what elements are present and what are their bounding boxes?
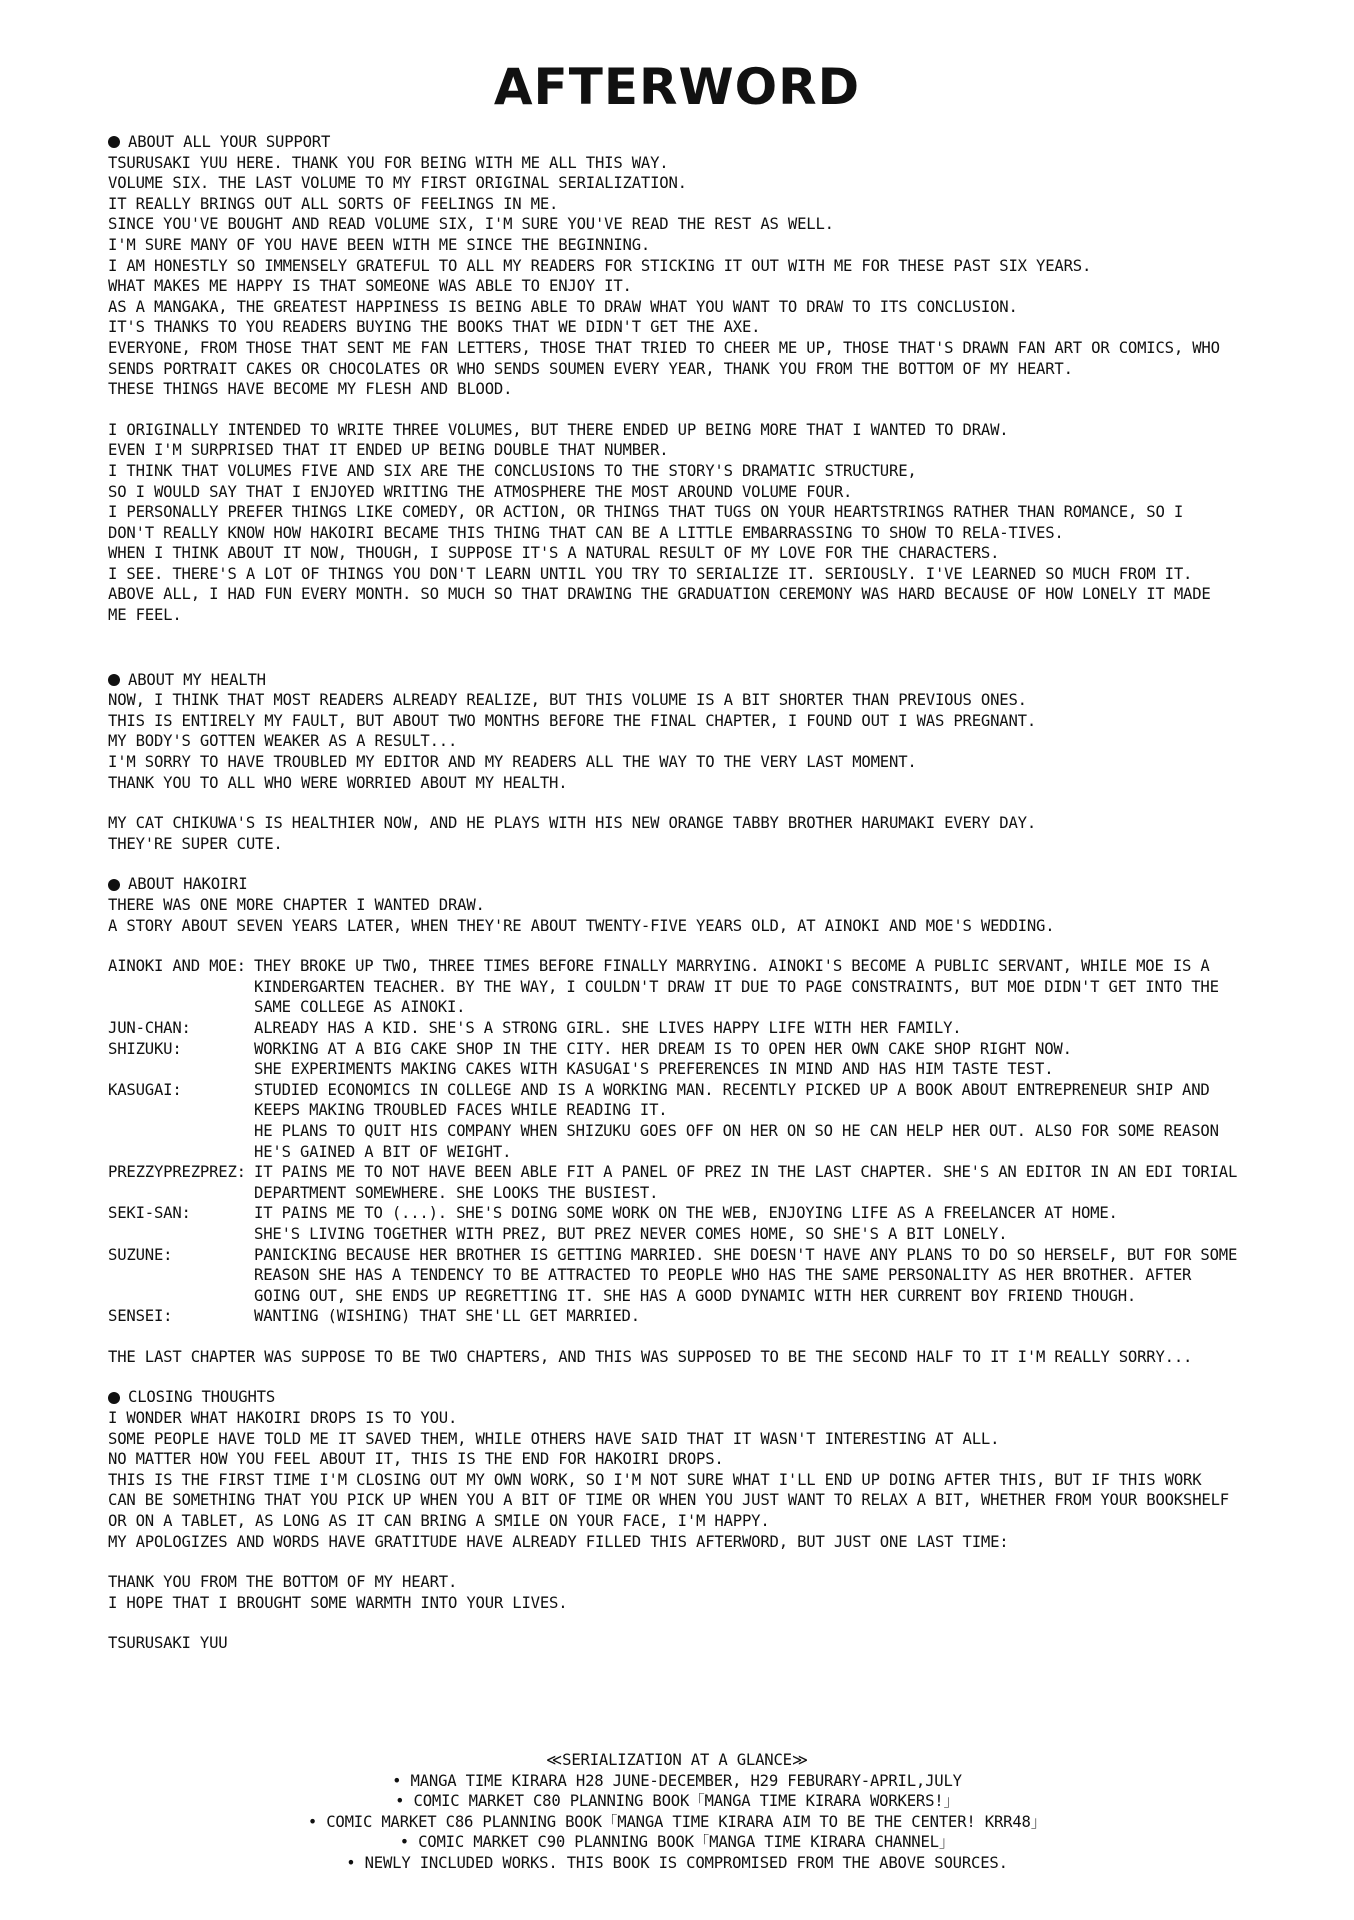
- section-closing: [108, 1387, 1238, 1552]
- author-signature: TSURUSAKI YUU: [108, 1634, 228, 1653]
- serialization-list: [0, 1750, 1354, 1874]
- serialization-item: • COMIC MARKET C80 PLANNING BOOK「MANGA TIME KIRARA WORKERS!」: [395, 1792, 959, 1811]
- text-line: I ORIGINALLY INTENDED TO WRITE THREE VOLUMES, BUT THERE ENDED UP BEING MORE THAT I WANTED TO DRAW.: [108, 420, 1009, 439]
- character-text: STUDIED ECONOMICS IN COLLEGE AND IS A WORKING MAN. RECENTLY PICKED UP A BOOK ABOUT ENTREPRENEUR SHIP AND KEEPS MAKING TROUBLED FACES WHILE READING IT.: [254, 1080, 1210, 1120]
- character-name: SEKI-SAN:: [108, 1204, 191, 1223]
- section-volumes: [108, 420, 1238, 626]
- character-text: HE PLANS TO QUIT HIS COMPANY WHEN SHIZUKU GOES OFF ON HER ON SO HE CAN HELP HER OUT. ALSO FOR SOME REASON HE'S GAINED A BIT OF WEIGHT.: [254, 1121, 1219, 1161]
- character-text: SHE'S LIVING TOGETHER WITH PREZ, BUT PREZ NEVER COMES HOME, SO SHE'S A BIT LONELY.: [254, 1224, 1008, 1243]
- serialization-item: • COMIC MARKET C90 PLANNING BOOK「MANGA TIME KIRARA CHANNEL」: [399, 1833, 955, 1852]
- text-line: AS A MANGAKA, THE GREATEST HAPPINESS IS BEING ABLE TO DRAW WHAT YOU WANT TO DRAW TO ITS CONCLUSION.: [108, 297, 1018, 316]
- character-name: SENSEI:: [108, 1307, 173, 1326]
- text-line: I AM HONESTLY SO IMMENSELY GRATEFUL TO ALL MY READERS FOR STICKING IT OUT WITH ME FOR THESE PAST SIX YEARS.: [108, 256, 1092, 275]
- text-line: IT REALLY BRINGS OUT ALL SORTS OF FEELINGS IN ME.: [108, 194, 559, 213]
- text-line: THIS IS ENTIRELY MY FAULT, BUT ABOUT TWO MONTHS BEFORE THE FINAL CHAPTER, I FOUND OUT I WAS PREGNANT.: [108, 711, 1037, 730]
- section-cat: [108, 813, 1238, 854]
- character-name: SHIZUKU:: [108, 1039, 182, 1058]
- section-heading-hakoiri: [108, 874, 1238, 895]
- text-line: WHEN I THINK ABOUT IT NOW, THOUGH, I SUPPOSE IT'S A NATURAL RESULT OF MY LOVE FOR THE CHARACTERS.: [108, 544, 1000, 563]
- character-entry: [108, 1080, 1238, 1162]
- text-line: THANK YOU TO ALL WHO WERE WORRIED ABOUT MY HEALTH.: [108, 773, 568, 792]
- text-line: I'M SURE MANY OF YOU HAVE BEEN WITH ME SINCE THE BEGINNING.: [108, 235, 651, 254]
- text-line: SINCE YOU'VE BOUGHT AND READ VOLUME SIX, I'M SURE YOU'VE READ THE REST AS WELL.: [108, 215, 834, 234]
- text-line: I WONDER WHAT HAKOIRI DROPS IS TO YOU.: [108, 1409, 458, 1428]
- character-name: AINOKI AND MOE:: [108, 957, 246, 976]
- afterword-body: [108, 132, 1238, 1654]
- section-heading-closing: [108, 1387, 1238, 1408]
- character-text: WORKING AT A BIG CAKE SHOP IN THE CITY. HER DREAM IS TO OPEN HER OWN CAKE SHOP RIGHT NOW.: [254, 1039, 1072, 1058]
- character-name: SUZUNE:: [108, 1245, 173, 1264]
- bullet-icon: [108, 674, 120, 686]
- text-line: EVEN I'M SURPRISED THAT IT ENDED UP BEING DOUBLE THAT NUMBER.: [108, 441, 669, 460]
- text-line: THEY'RE SUPER CUTE.: [108, 834, 283, 853]
- character-text: ALREADY HAS A KID. SHE'S A STRONG GIRL. SHE LIVES HAPPY LIFE WITH HER FAMILY.: [254, 1018, 962, 1037]
- character-text: IT PAINS ME TO (...). SHE'S DOING SOME WORK ON THE WEB, ENJOYING LIFE AS A FREELANCER AT HOME.: [254, 1204, 1118, 1223]
- text-line: I THINK THAT VOLUMES FIVE AND SIX ARE THE CONCLUSIONS TO THE STORY'S DRAMATIC STRUCTURE,: [108, 461, 917, 480]
- text-line: THANK YOU FROM THE BOTTOM OF MY HEART.: [108, 1573, 458, 1592]
- character-entry: [108, 1018, 1238, 1039]
- bullet-icon: [108, 1392, 120, 1404]
- section-health: [108, 670, 1238, 794]
- text-line: TSURUSAKI YUU HERE. THANK YOU FOR BEING WITH ME ALL THIS WAY.: [108, 153, 669, 172]
- character-entry: [108, 1306, 1238, 1327]
- character-entry: [108, 1203, 1238, 1244]
- text-line: THE LAST CHAPTER WAS SUPPOSE TO BE TWO CHAPTERS, AND THIS WAS SUPPOSED TO BE THE SECOND HALF TO IT I'M REALLY SORRY...: [108, 1347, 1193, 1366]
- page-title: AFTERWORD: [493, 58, 861, 116]
- serialization-heading: ≪SERIALIZATION AT A GLANCE≫: [546, 1751, 808, 1769]
- heading-text: ABOUT HAKOIRI: [128, 875, 248, 894]
- section-support: [108, 132, 1238, 400]
- heading-text: CLOSING THOUGHTS: [128, 1388, 276, 1407]
- character-text: THEY BROKE UP TWO, THREE TIMES BEFORE FINALLY MARRYING. AINOKI'S BECOME A PUBLIC SERVANT, WHILE MOE IS A KINDERGARTEN TEACHER. BY THE WAY, I COULDN'T DRAW IT DUE TO PAGE CONSTRAINTS, BUT MOE DIDN'T GET INTO THE SAME COLLEGE AS AINOKI.: [254, 957, 1219, 1017]
- character-list: [108, 956, 1238, 1327]
- character-entry: [108, 956, 1238, 1018]
- text-line: MY CAT CHIKUWA'S IS HEALTHIER NOW, AND HE PLAYS WITH HIS NEW ORANGE TABBY BROTHER HARUMAKI EVERY DAY.: [108, 814, 1037, 833]
- heading-text: ABOUT MY HEALTH: [128, 670, 266, 689]
- text-line: NOW, I THINK THAT MOST READERS ALREADY REALIZE, BUT THIS VOLUME IS A BIT SHORTER THAN PREVIOUS ONES.: [108, 691, 1027, 710]
- character-name: PREZZYPREZPREZ:: [108, 1163, 246, 1182]
- serialization-item: • NEWLY INCLUDED WORKS. THIS BOOK IS COMPROMISED FROM THE ABOVE SOURCES.: [346, 1853, 1008, 1872]
- character-text: SHE EXPERIMENTS MAKING CAKES WITH KASUGAI'S PREFERENCES IN MIND AND HAS HIM TASTE TEST.: [254, 1060, 1054, 1079]
- text-line: A STORY ABOUT SEVEN YEARS LATER, WHEN THEY'RE ABOUT TWENTY-FIVE YEARS OLD, AT AINOKI AND MOE'S WEDDING.: [108, 916, 1055, 935]
- character-entry: [108, 1245, 1238, 1307]
- text-line: MY BODY'S GOTTEN WEAKER AS A RESULT...: [108, 732, 458, 751]
- text-line: I HOPE THAT I BROUGHT SOME WARMTH INTO YOUR LIVES.: [108, 1593, 568, 1612]
- text-line: SO I WOULD SAY THAT I ENJOYED WRITING THE ATMOSPHERE THE MOST AROUND VOLUME FOUR.: [108, 482, 853, 501]
- text-line: ABOVE ALL, I HAD FUN EVERY MONTH. SO MUCH SO THAT DRAWING THE GRADUATION CEREMONY WAS HARD BECAUSE OF HOW LONELY IT MADE ME FEEL.: [108, 585, 1211, 625]
- text-line: VOLUME SIX. THE LAST VOLUME TO MY FIRST ORIGINAL SERIALIZATION.: [108, 174, 687, 193]
- text-line: MY APOLOGIZES AND WORDS HAVE GRATITUDE HAVE ALREADY FILLED THIS AFTERWORD, BUT JUST ONE LAST TIME:: [108, 1532, 1009, 1551]
- serialization-item: • MANGA TIME KIRARA H28 JUNE-DECEMBER, H29 FEBURARY-APRIL,JULY: [392, 1771, 962, 1790]
- text-line: THIS IS THE FIRST TIME I'M CLOSING OUT MY OWN WORK, SO I'M NOT SURE WHAT I'LL END UP DOING AFTER THIS, BUT IF THIS WORK CAN BE SOMETHING THAT YOU PICK UP WHEN YOU A BIT OF TIME OR WHEN YOU JUST WANT TO RELAX A BIT, WHETHER FROM YOUR BOOKSHELF OR ON A TABLET, AS LONG AS IT CAN BRING A SMILE ON YOUR FACE, I'M HAPPY.: [108, 1470, 1229, 1531]
- text-line: THESE THINGS HAVE BECOME MY FLESH AND BLOOD.: [108, 380, 513, 399]
- text-line: I PERSONALLY PREFER THINGS LIKE COMEDY, OR ACTION, OR THINGS THAT TUGS ON YOUR HEARTSTRINGS RATHER THAN ROMANCE, SO I DON'T REALLY KNOW HOW HAKOIRI BECAME THIS THING THAT CAN BE A LITTLE EMBARRASSING TO SHOW TO RELA-TIVES.: [108, 503, 1184, 542]
- section-thanks: [108, 1572, 1238, 1613]
- heading-text: ABOUT ALL YOUR SUPPORT: [128, 133, 331, 151]
- text-line: NO MATTER HOW YOU FEEL ABOUT IT, THIS IS THE END FOR HAKOIRI DROPS.: [108, 1450, 724, 1469]
- character-entry: [108, 1162, 1238, 1203]
- text-line: THERE WAS ONE MORE CHAPTER I WANTED DRAW.: [108, 896, 485, 914]
- text-line: I SEE. THERE'S A LOT OF THINGS YOU DON'T LEARN UNTIL YOU TRY TO SERIALIZE IT. SERIOUSLY. I'VE LEARNED SO MUCH FROM IT.: [108, 564, 1193, 583]
- character-name: JUN-CHAN:: [108, 1018, 191, 1037]
- text-line: SOME PEOPLE HAVE TOLD ME IT SAVED THEM, WHILE OTHERS HAVE SAID THAT IT WASN'T INTERESTING AT ALL.: [108, 1429, 1000, 1448]
- text-line: EVERYONE, FROM THOSE THAT SENT ME FAN LETTERS, THOSE THAT TRIED TO CHEER ME UP, THOSE THAT'S DRAWN FAN ART OR COMICS, WHO SENDS PORTRAIT CAKES OR CHOCOLATES OR WHO SENDS SOUMEN EVERY YEAR, THANK YOU FROM THE BOTTOM OF MY HEART.: [108, 338, 1220, 378]
- text-line: IT'S THANKS TO YOU READERS BUYING THE BOOKS THAT WE DIDN'T GET THE AXE.: [108, 318, 761, 337]
- section-heading-health: [108, 670, 1238, 691]
- text-line: I'M SORRY TO HAVE TROUBLED MY EDITOR AND MY READERS ALL THE WAY TO THE VERY LAST MOMENT.: [108, 753, 917, 772]
- character-text: PANICKING BECAUSE HER BROTHER IS GETTING MARRIED. SHE DOESN'T HAVE ANY PLANS TO DO SO HERSELF, BUT FOR SOME REASON SHE HAS A TENDENCY TO BE ATTRACTED TO PEOPLE WHO HAS THE SAME PERSONALITY AS HER BROTHER. AFTER GOING OUT, SHE ENDS UP REGRETTING IT. SHE HAS A GOOD DYNAMIC WITH HER CURRENT BOY FRIEND THOUGH.: [254, 1245, 1238, 1305]
- character-text: IT PAINS ME TO NOT HAVE BEEN ABLE FIT A PANEL OF PREZ IN THE LAST CHAPTER. SHE'S AN EDITOR IN AN EDI TORIAL DEPARTMENT SOMEWHERE. SHE LOOKS THE BUSIEST.: [254, 1163, 1238, 1202]
- text-line: WHAT MAKES ME HAPPY IS THAT SOMEONE WAS ABLE TO ENJOY IT.: [108, 277, 632, 296]
- serialization-item: • COMIC MARKET C86 PLANNING BOOK「MANGA TIME KIRARA AIM TO BE THE CENTER! KRR48」: [307, 1812, 1047, 1831]
- bullet-icon: [108, 879, 120, 891]
- character-entry: [108, 1039, 1238, 1080]
- character-name: KASUGAI:: [108, 1080, 182, 1099]
- section-hakoiri: [108, 874, 1238, 936]
- section-last-chapter: [108, 1347, 1238, 1368]
- bullet-icon: [108, 136, 120, 148]
- section-heading-support: [108, 132, 1238, 153]
- character-text: WANTING (WISHING) THAT SHE'LL GET MARRIED.: [254, 1307, 640, 1326]
